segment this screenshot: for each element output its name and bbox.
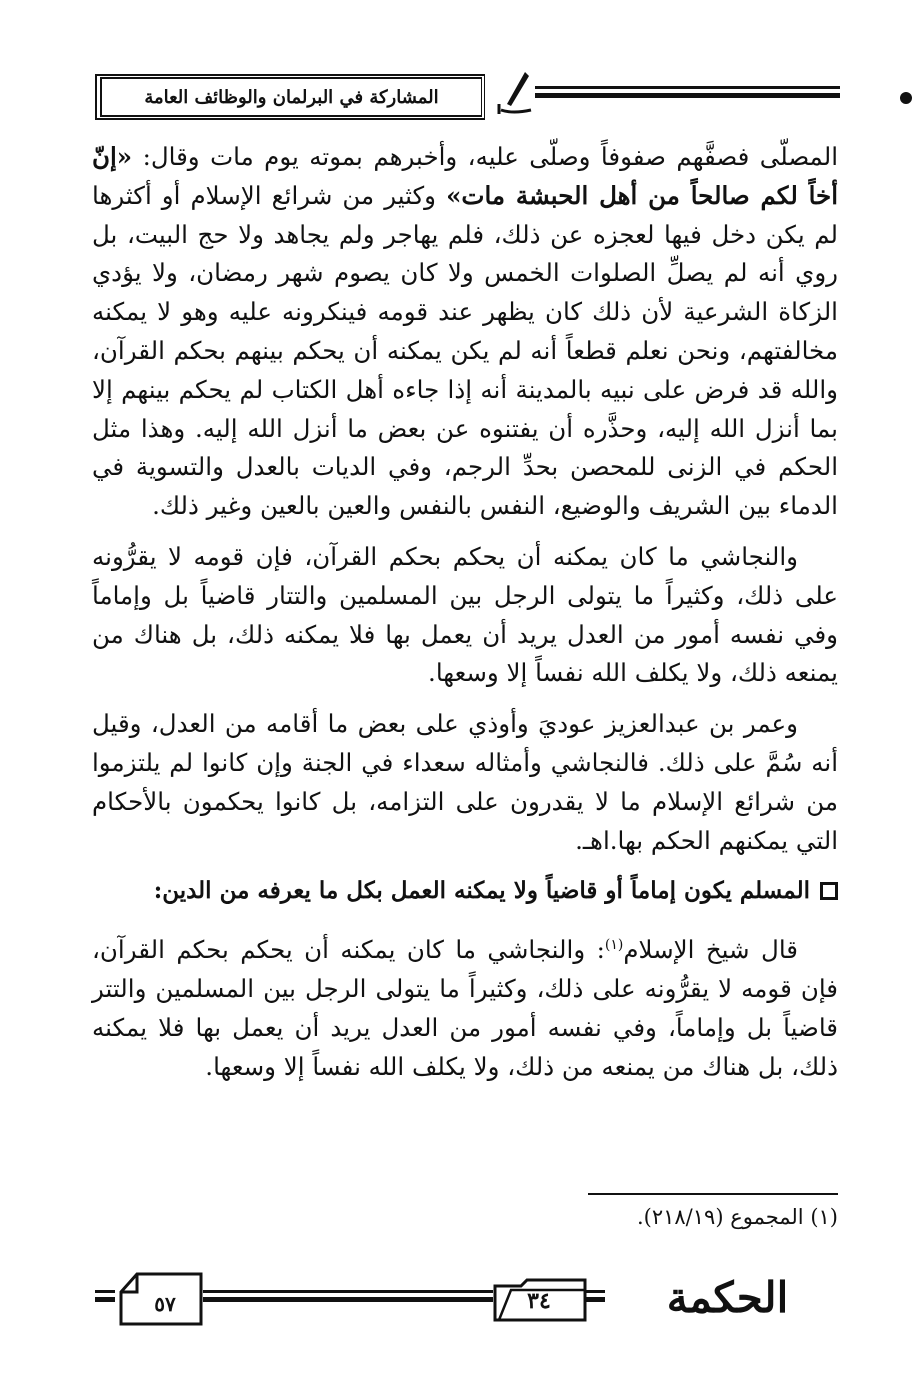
margin-dot [900,92,912,104]
footnote: (١) المجموع (٢١٨/١٩). [636,1205,838,1229]
magazine-logo: الحكمة [666,1273,789,1322]
paragraph-3: وعمر بن عبدالعزيز عوديَ وأوذي على بعض ما أقامه من العدل، وقيل أنه سُمَّ على ذلك. فالنجاشي وأمثاله سعداء في الجنة وإن كانوا لم يلتزموا من شرائع الإسلام ما لا يقدرون على التزامه، بل كانوا يحكمون بالأحكام التي يمكنهم الحكم بها.اهـ. [92,709,838,855]
paragraph-4: قال شيخ الإسلام$^{(١)}$: والنجاشي ما كان يمكنه أن يحكم بحكم القرآن، فإن قومه لا يقرُّونه على ذلك، وكثيراً ما يتولى الرجل بين المسلمين والتتر قاضياً بل وإماماً، وفي نفسه أمور من العدل يريد أن يعمل بها فلا يمكنه ذلك، بل هناك من يمنعه من ذلك، ولا يكلف الله نفساً إلا وسعها. [92,935,838,1081]
header-rule [535,86,840,106]
section-heading [92,872,838,910]
footnote-divider [588,1193,838,1195]
issue-number: ٣٤ [527,1288,551,1314]
page-header [95,62,840,124]
paragraph-2: والنجاشي ما كان يمكنه أن يحكم بحكم القرآن، فإن قومه لا يقرُّونه على ذلك، وكثيراً ما يتولى الرجل بين المسلمين والتتار قاضياً بل وإماماً وفي نفسه أمور من العدل يريد أن يعمل بها فلا يمكنه ذلك، بل هناك من يمنعه ذلك، ولا يكلف الله نفساً إلا وسعها. [92,541,838,688]
footnote-ref: (١) [604,937,624,954]
page-number: ٥٧ [154,1292,176,1316]
page-footer [95,1262,840,1332]
header-title: المشاركة في البرلمان والوظائف العامة [95,74,485,120]
square-bullet-icon [820,882,838,900]
section-heading-text: المسلم يكون إماماً أو قاضياً ولا يمكنه العمل بكل ما يعرفه من الدين: [153,877,810,905]
paragraph-1: المصلّى فصفَّهم صفوفاً وصلّى عليه، وأخبرهم بموته يوم مات وقال: «إنّ أخاً لكم صالحاً من أهل الحبشة مات» وكثير من شرائع الإسلام أو أكثرها لم يكن دخل فيها لعجزه عن ذلك، فلم يهاجر ولم يجاهد ولا حج البيت، بل روي أنه لم يصلِّ الصلوات الخمس ولا كان يصوم شهر رمضان، ولا يؤدي الزكاة الشرعية لأن ذلك كان يظهر عند قومه فينكرونه عليه وهو لا يمكنه مخالفتهم، ونحن نعلم قطعاً أنه لم يكن يمكنه أن يحكم بينهم بحكم القرآن، والله قد فرض على نبيه بالمدينة أنه إذا جاءه أهل الكتاب لم يحكم بينهم إلا بما أنزل الله إليه، وحذَّره أن يفتنوه عن بعض ما أنزل الله إليه. وهذا مثل الحكم في الزنى للمحصن بحدِّ الرجم، وفي الديات بالعدل والتسوية في الدماء بين الشريف والوضيع، النفس بالنفس والعين بالعين وغير ذلك. [92,142,838,521]
quill-icon [495,70,535,116]
page-body [92,138,838,1099]
hadith-quote: «إنّ أخاً لكم صالحاً من أهل الحبشة مات» [92,142,838,210]
